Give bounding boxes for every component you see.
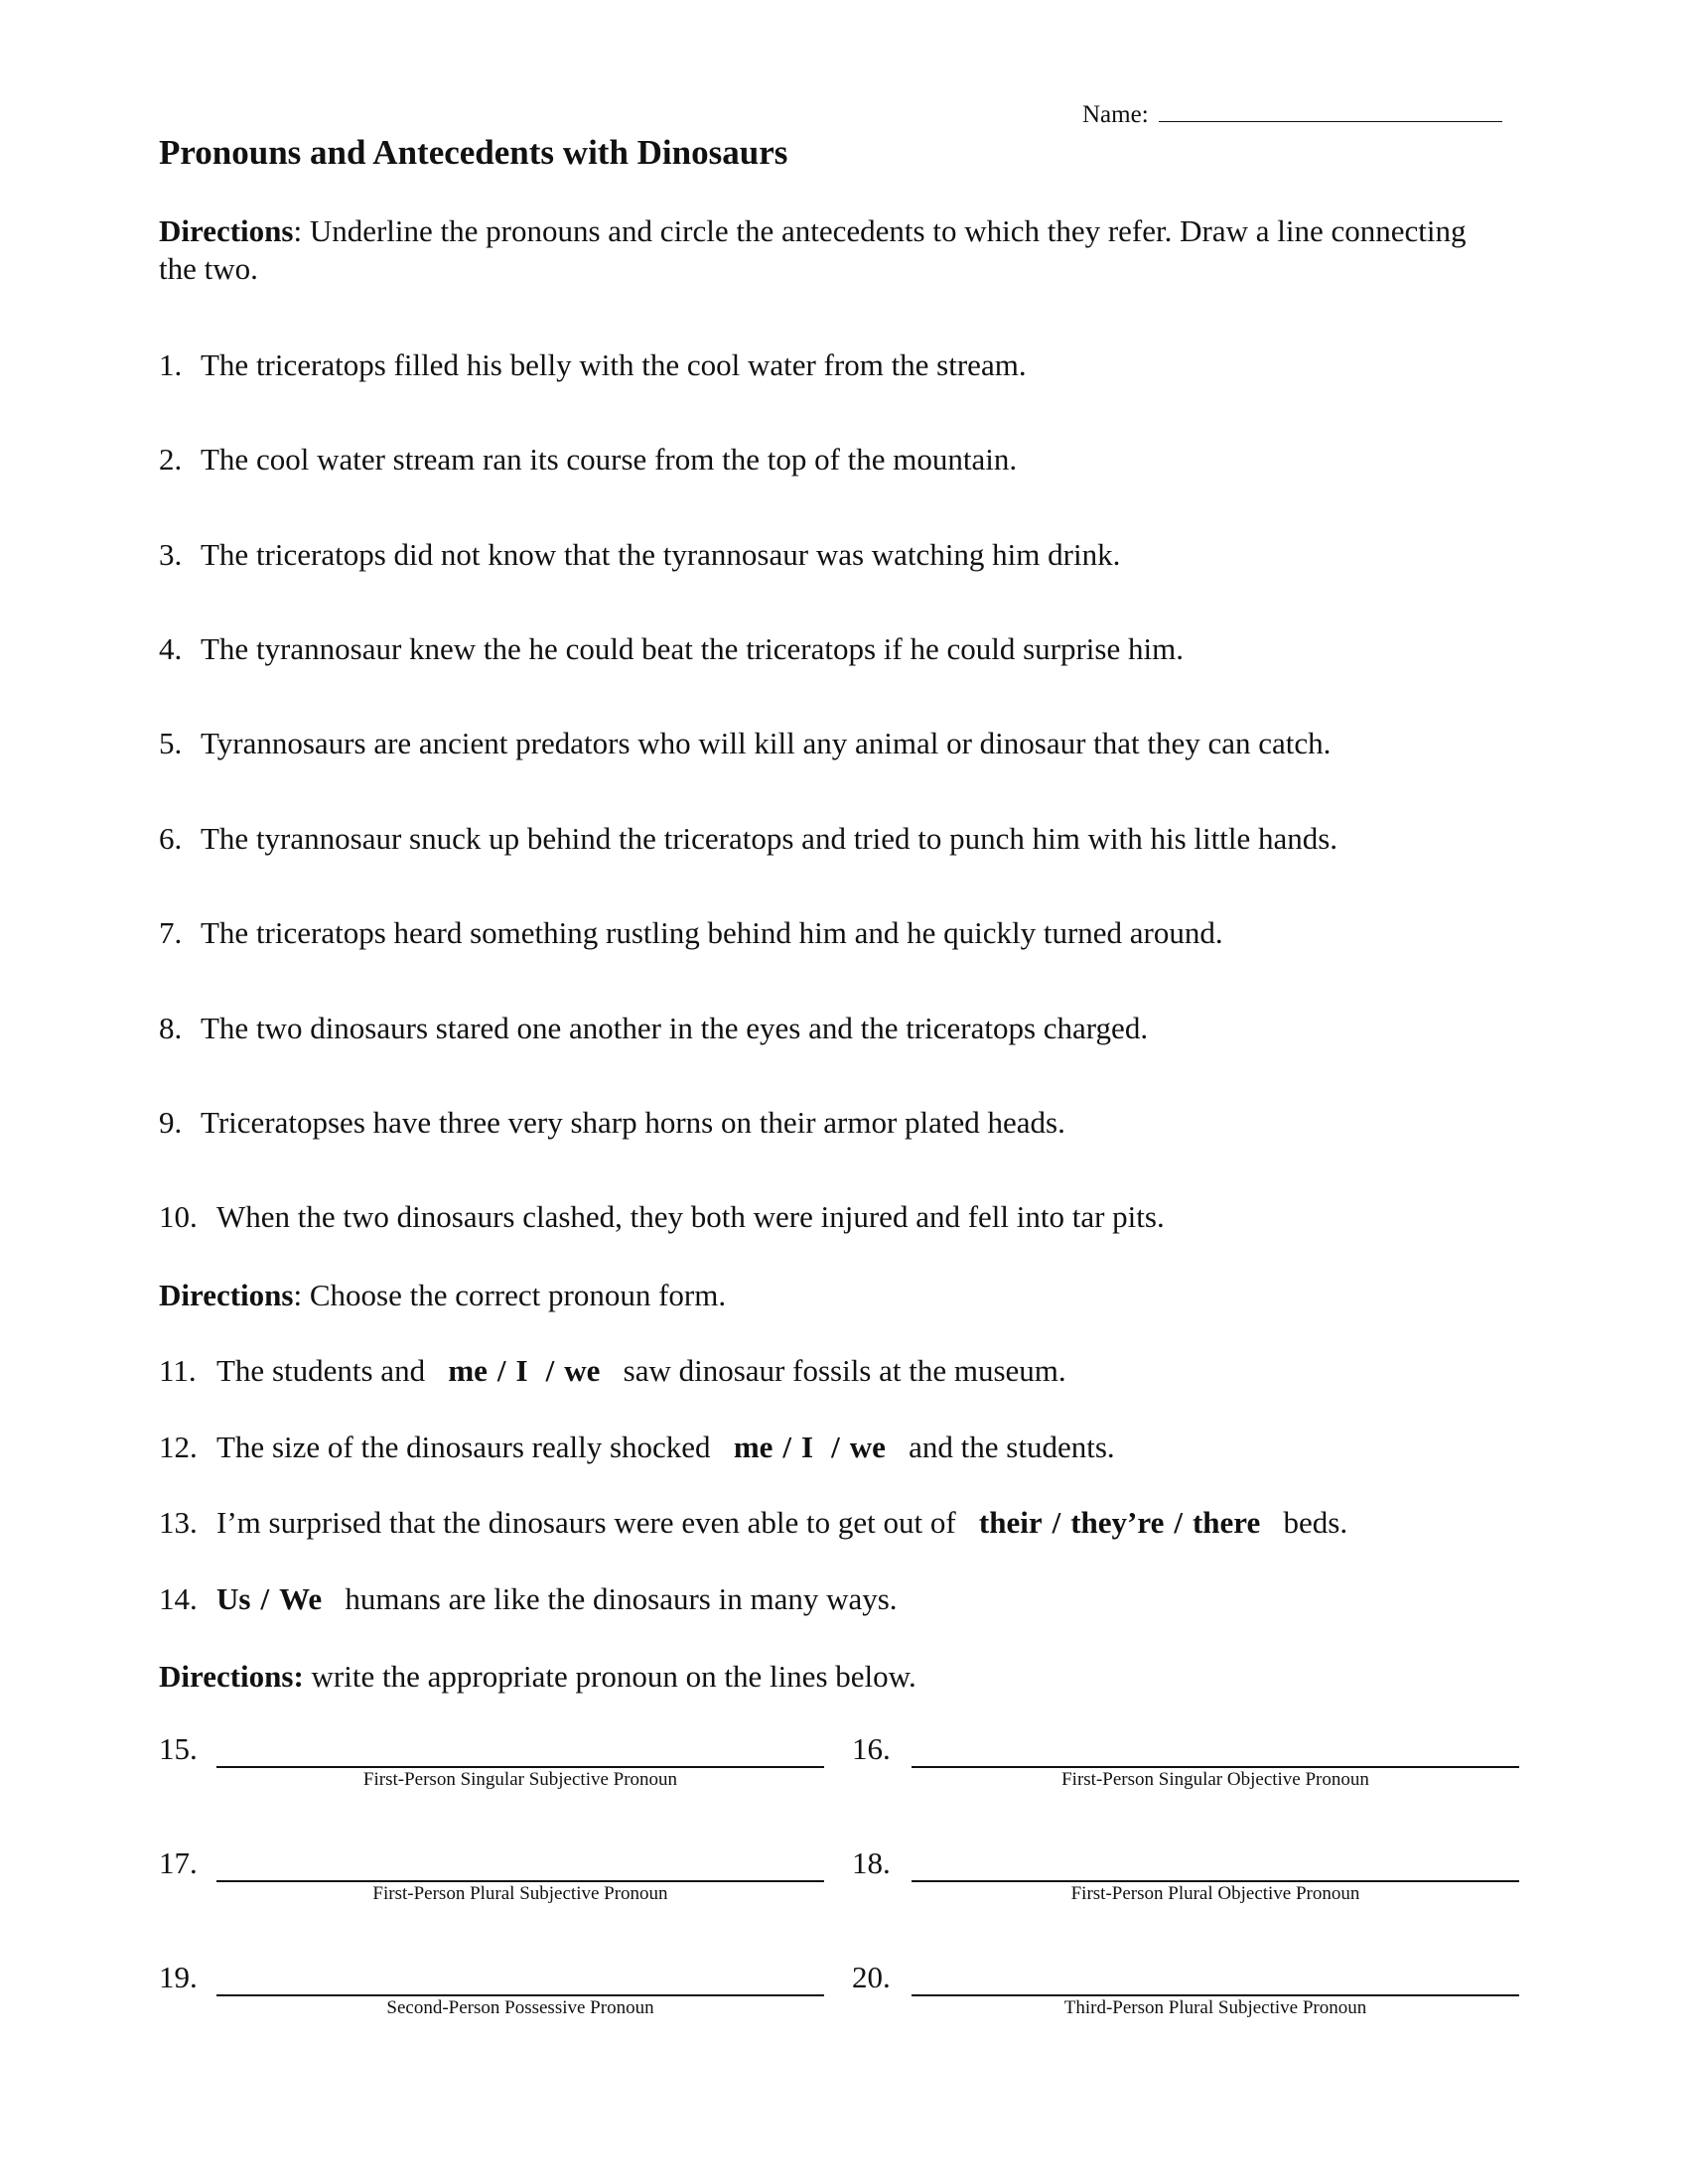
choice-item [159, 1505, 1347, 1541]
item-text: The tyrannosaur snuck up behind the triceratops and tried to punch him with his little hands. [201, 821, 1338, 856]
item-text: The triceratops filled his belly with the cool water from the stream. [201, 347, 1027, 382]
item-number: 3. [159, 537, 183, 572]
blank-number: 17. [159, 1845, 198, 1880]
item-text: The triceratops did not know that the tyrannosaur was watching him drink. [201, 537, 1121, 572]
list-item [159, 726, 1331, 761]
answer-line[interactable] [216, 1766, 824, 1768]
list-item [159, 442, 1017, 478]
list-item [159, 1011, 1148, 1046]
item-number: 5. [159, 726, 183, 760]
option-separator: / [260, 1581, 270, 1616]
blank-number: 19. [159, 1960, 198, 1994]
item-text-before: I’m surprised that the dinosaurs were even able to get out of [216, 1505, 956, 1540]
item-text-after: beds. [1283, 1505, 1348, 1540]
blank-caption: First-Person Plural Objective Pronoun [1070, 1883, 1360, 1904]
answer-line[interactable] [912, 1766, 1519, 1768]
item-number: 6. [159, 821, 183, 856]
item-number: 12. [159, 1430, 198, 1464]
option-us[interactable]: Us [216, 1581, 251, 1616]
option-we[interactable]: we [849, 1430, 886, 1464]
item-number: 11. [159, 1353, 197, 1388]
item-number: 4. [159, 631, 183, 666]
option-separator: / [545, 1353, 555, 1388]
option-me[interactable]: me [448, 1353, 488, 1388]
option-we[interactable]: We [279, 1581, 323, 1616]
item-number: 2. [159, 442, 183, 477]
blank-caption: Third-Person Plural Subjective Pronoun [1063, 1997, 1367, 2018]
option-i[interactable]: I [801, 1430, 814, 1464]
list-item [159, 821, 1337, 857]
option-separator: / [1052, 1505, 1061, 1540]
item-text: The two dinosaurs stared one another in the eyes and the triceratops charged. [201, 1011, 1149, 1045]
name-line[interactable] [1159, 120, 1502, 122]
item-number: 9. [159, 1105, 183, 1140]
list-item [159, 1105, 1065, 1141]
answer-line[interactable] [216, 1880, 824, 1882]
directions-3 [159, 1658, 1479, 1696]
directions-text: write the appropriate pronoun on the lines below. [303, 1659, 916, 1694]
blank-caption: First-Person Plural Subjective Pronoun [372, 1883, 668, 1904]
item-text: Triceratopses have three very sharp horns on their armor plated heads. [201, 1105, 1065, 1140]
item-text: The triceratops heard something rustling behind him and he quickly turned around. [201, 915, 1223, 950]
blank-number: 18. [852, 1845, 891, 1880]
item-number: 13. [159, 1505, 198, 1540]
choice-item [159, 1353, 1066, 1389]
choice-item [159, 1430, 1115, 1465]
option-i[interactable]: I [515, 1353, 528, 1388]
option-me[interactable]: me [733, 1430, 774, 1464]
item-number: 10. [159, 1199, 198, 1234]
item-text-before: The students and [216, 1353, 426, 1388]
item-number: 1. [159, 347, 183, 382]
item-number: 8. [159, 1011, 183, 1045]
directions-label: Directions: [159, 1659, 304, 1694]
directions-2 [159, 1277, 1479, 1314]
directions-1 [159, 212, 1479, 288]
directions-label: Directions [159, 1278, 294, 1312]
directions-label: Directions [159, 213, 294, 248]
name-label: Name: [1082, 101, 1149, 128]
option-separator: / [831, 1430, 840, 1464]
choice-item [159, 1581, 898, 1617]
item-number: 14. [159, 1581, 198, 1616]
answer-line[interactable] [912, 1880, 1519, 1882]
item-text: The tyrannosaur knew the he could beat the triceratops if he could surprise him. [201, 631, 1184, 666]
item-text-after: humans are like the dinosaurs in many ways. [345, 1581, 898, 1616]
directions-text: : Underline the pronouns and circle the antecedents to which they refer. Draw a line connecting the two. [159, 213, 1467, 286]
item-text-after: saw dinosaur fossils at the museum. [623, 1353, 1066, 1388]
item-text-before: The size of the dinosaurs really shocked [216, 1430, 711, 1464]
item-number: 7. [159, 915, 183, 950]
option-separator: / [496, 1353, 506, 1388]
blank-caption: First-Person Singular Subjective Pronoun [362, 1769, 678, 1790]
option-separator: / [1174, 1505, 1183, 1540]
list-item [159, 915, 1223, 951]
list-item [159, 347, 1027, 383]
item-text: Tyrannosaurs are ancient predators who will kill any animal or dinosaur that they can catch. [201, 726, 1332, 760]
blank-caption: First-Person Singular Objective Pronoun [1061, 1769, 1369, 1790]
item-text: When the two dinosaurs clashed, they both were injured and fell into tar pits. [216, 1199, 1165, 1234]
option-we[interactable]: we [564, 1353, 601, 1388]
option-their[interactable]: their [978, 1505, 1043, 1540]
list-item [159, 1199, 1165, 1235]
option-separator: / [782, 1430, 792, 1464]
option-there[interactable]: there [1192, 1505, 1261, 1540]
answer-line[interactable] [912, 1994, 1519, 1996]
answer-line[interactable] [216, 1994, 824, 1996]
worksheet-title: Pronouns and Antecedents with Dinosaurs [159, 133, 788, 172]
blank-number: 16. [852, 1731, 891, 1766]
list-item [159, 537, 1120, 573]
item-text: The cool water stream ran its course from the top of the mountain. [201, 442, 1018, 477]
directions-text: : Choose the correct pronoun form. [293, 1278, 727, 1312]
blank-caption: Second-Person Possessive Pronoun [386, 1997, 654, 2018]
item-text-after: and the students. [909, 1430, 1115, 1464]
blank-number: 20. [852, 1960, 891, 1994]
list-item [159, 631, 1184, 667]
option-theyre[interactable]: they’re [1070, 1505, 1165, 1540]
name-field-row [1082, 101, 1502, 129]
blank-number: 15. [159, 1731, 198, 1766]
